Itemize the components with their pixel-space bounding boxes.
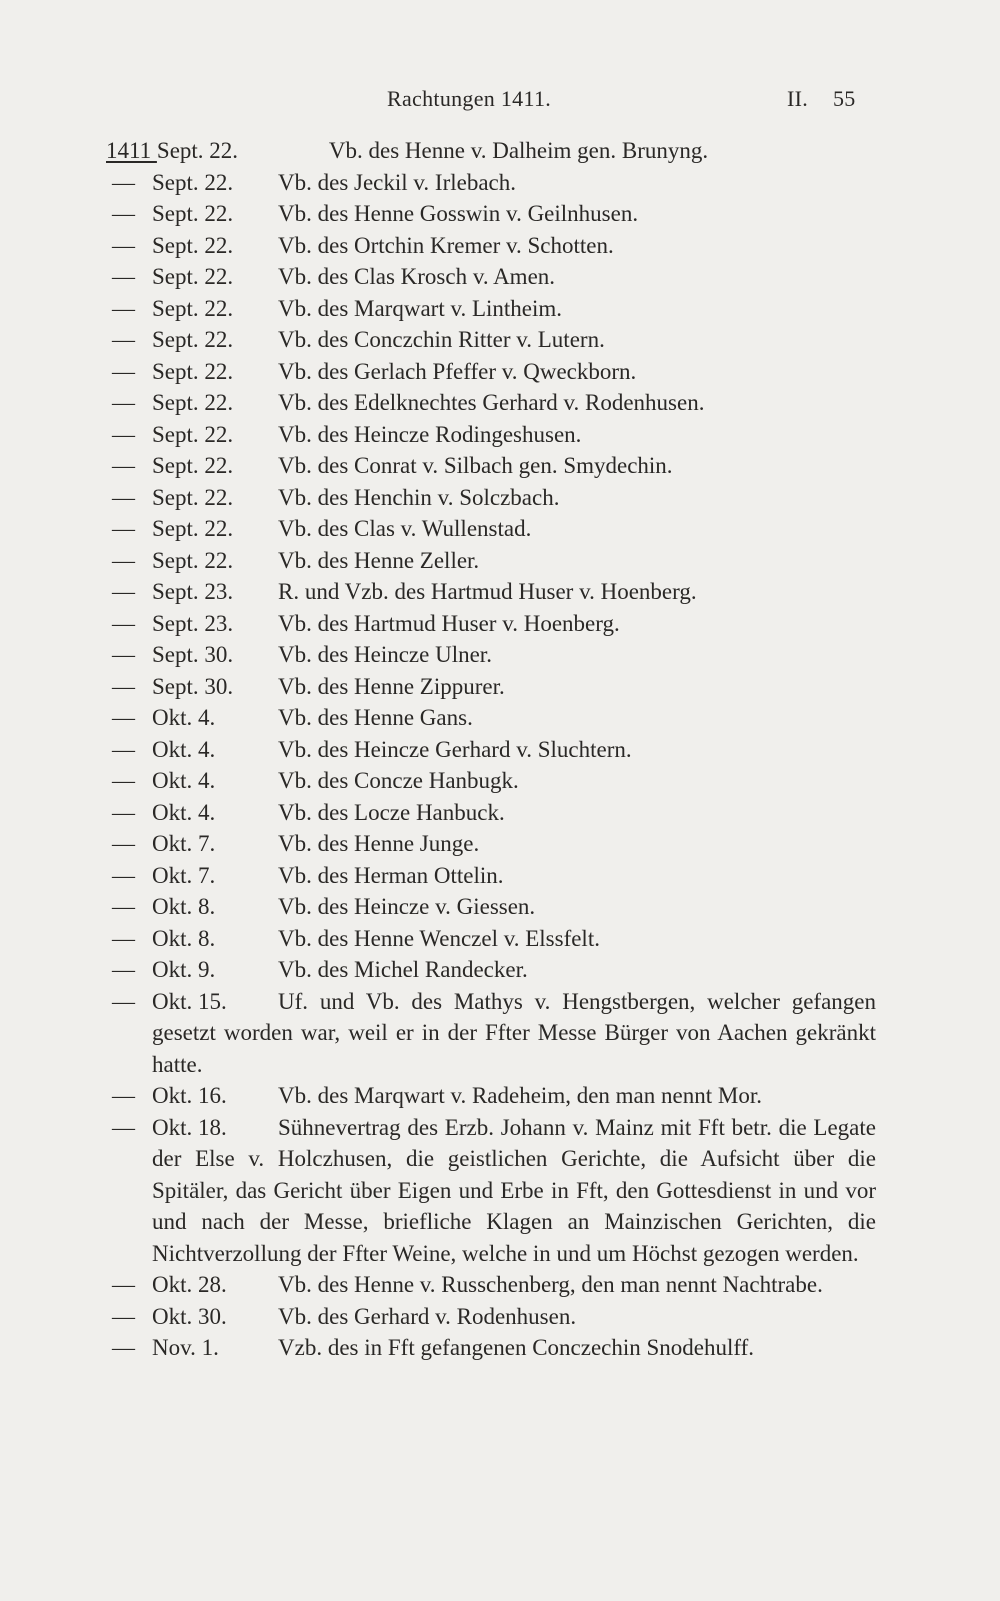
entry-date: Okt. 8.: [152, 925, 216, 951]
ditto-dash: —: [112, 799, 135, 825]
entry-date: Sept. 22.: [152, 327, 234, 352]
entry-date: Okt. 16.: [152, 1083, 227, 1108]
entry-date: Sept. 22.: [152, 358, 234, 384]
register-entry: [106, 513, 876, 545]
ditto-dash: —: [112, 1114, 135, 1140]
entry-date: Sept. 22.: [152, 169, 234, 195]
ditto-dash: —: [112, 736, 135, 762]
register-entry: [106, 167, 876, 199]
entry-text: Vb. des Clas Krosch v. Amen.: [278, 264, 556, 289]
ditto-dash: —: [112, 295, 135, 321]
entry-date: Sept. 30.: [152, 642, 234, 667]
ditto-dash: —: [112, 768, 135, 793]
register-entry: [106, 671, 876, 703]
ditto-dash: —: [112, 862, 135, 888]
entry-date: Okt. 30.: [152, 1303, 227, 1329]
ditto-dash: —: [112, 1083, 135, 1108]
register-entry: [106, 324, 876, 356]
ditto-dash: —: [112, 327, 135, 352]
ditto-dash: —: [112, 390, 135, 415]
entry-text: Vb. des Conczchin Ritter v. Lutern.: [278, 327, 605, 352]
register-entry: [106, 765, 876, 797]
register-entry: [106, 387, 876, 419]
register-entry: [106, 608, 876, 640]
entry-text: Vb. des Edelknechtes Gerhard v. Rodenhusen.: [278, 390, 705, 415]
entry-date: Sept. 23.: [152, 610, 234, 636]
entry-text: Vb. des Concze Hanbugk.: [278, 768, 519, 793]
ditto-dash: —: [112, 579, 135, 604]
register-entry: [106, 1332, 876, 1364]
register-entry: [106, 797, 876, 829]
register-entry: [106, 482, 876, 514]
register-entry: [106, 923, 876, 955]
register-entry: [106, 230, 876, 262]
ditto-dash: —: [112, 1272, 135, 1297]
register-entry: [106, 293, 876, 325]
ditto-dash: —: [112, 421, 135, 447]
entry-text: Vb. des Henne Wenczel v. Elssfelt.: [278, 925, 600, 951]
register-entry: [106, 891, 876, 923]
ditto-dash: —: [112, 610, 135, 636]
ditto-dash: —: [112, 957, 135, 982]
register-entry: [106, 576, 876, 608]
entry-date: Sept. 22.: [152, 201, 234, 226]
entry-date: Sept. 22.: [152, 421, 234, 447]
ditto-dash: —: [112, 453, 135, 478]
page-number: 55: [833, 86, 856, 111]
register-entry: [106, 860, 876, 892]
entry-date: Sept. 30.: [152, 673, 234, 699]
entry-date: Okt. 7.: [152, 862, 216, 888]
entry-text: Vb. des Ortchin Kremer v. Schotten.: [278, 232, 614, 258]
entry-text: Vb. des Jeckil v. Irlebach.: [278, 169, 517, 195]
entry-text: Vb. des Heincze Rodingeshusen.: [278, 421, 582, 447]
register-entry: [106, 954, 876, 986]
entry-text: Vb. des Conrat v. Silbach gen. Smydechin.: [278, 453, 673, 478]
register-entry: [106, 1080, 876, 1112]
section-number: II.: [787, 86, 809, 111]
entry-date: Sept. 22.: [152, 516, 234, 541]
ditto-dash: —: [112, 484, 135, 510]
entry-text: Vb. des Heincze Ulner.: [278, 642, 492, 667]
ditto-dash: —: [112, 1335, 135, 1360]
entry-date: Okt. 7.: [152, 831, 216, 856]
entry-date: Okt. 15.: [152, 988, 227, 1014]
page-header: [0, 86, 1000, 116]
register-entry: [106, 639, 876, 671]
entry-date: Sept. 22.: [152, 264, 234, 289]
entry-date: Sept. 23.: [152, 579, 234, 604]
entry-date: Sept. 22.: [152, 453, 234, 478]
ditto-dash: —: [112, 642, 135, 667]
entry-date: Nov. 1.: [152, 1335, 219, 1360]
entry-date: Sept. 22.: [152, 295, 234, 321]
ditto-dash: —: [112, 1303, 135, 1329]
ditto-dash: —: [112, 925, 135, 951]
register-entry: [106, 734, 876, 766]
entry-date: Sept. 22.: [152, 232, 234, 258]
entry-date: Okt. 4.: [152, 799, 216, 825]
ditto-dash: —: [112, 201, 135, 226]
register-entry: [106, 356, 876, 388]
register-entry: [106, 1269, 876, 1301]
ditto-dash: —: [112, 547, 135, 573]
entry-text: Vb. des Marqwart v. Radeheim, den man nennt Mor.: [278, 1083, 762, 1108]
ditto-dash: —: [112, 232, 135, 258]
ditto-dash: —: [112, 894, 135, 919]
ditto-dash: —: [112, 673, 135, 699]
entry-date: Sept. 22.: [152, 390, 234, 415]
ditto-dash: —: [112, 988, 135, 1014]
entry-text: Uf. und Vb. des Mathys v. Hengstbergen, welcher gefangen gesetzt worden war, weil er in der Ffter Messe Bürger von Aachen gekränkt hatte.: [152, 988, 876, 1077]
register-entry: [106, 545, 876, 577]
register-entry: [106, 828, 876, 860]
entry-date: Okt. 4.: [152, 705, 216, 730]
entry-text: Sühnevertrag des Erzb. Johann v. Mainz mit Fft betr. die Legate der Else v. Holczhusen, die geistlichen Gerichte, die Aufsicht über die Spitäler, das Gericht über Eigen und Erbe in Fft, den Gottesdienst in und vor und nach der Messe, briefliche Klagen an Mainzischen Gerichten, die Nichtverzollung der Ffter Weine, welche in und um Höchst gezogen werden.: [152, 1114, 876, 1266]
entry-text: Vb. des Marqwart v. Lintheim.: [278, 295, 563, 321]
entry-text: Vb. des Henne Zeller.: [278, 547, 480, 573]
entry-text: Vb. des Heincze v. Giessen.: [278, 894, 536, 919]
entry-text: Vb. des Henne Gosswin v. Geilnhusen.: [278, 201, 639, 226]
entry-text: Vb. des Henne v. Dalheim gen. Brunyng.: [328, 138, 709, 163]
ditto-dash: —: [112, 264, 135, 289]
ditto-dash: —: [112, 358, 135, 384]
entry-text: Vb. des Henne Gans.: [278, 705, 473, 730]
entry-text: Vb. des Herman Ottelin.: [278, 862, 504, 888]
entry-date: Okt. 28.: [152, 1272, 227, 1297]
entry-list: [106, 135, 876, 1364]
entry-date: Sept. 22.: [152, 484, 234, 510]
entry-text: Vb. des Henne Zippurer.: [278, 673, 505, 699]
register-entry: [106, 702, 876, 734]
entry-text: Vb. des Clas v. Wullenstad.: [278, 516, 532, 541]
entry-date: Okt. 9.: [152, 957, 216, 982]
entry-text: Vb. des Gerhard v. Rodenhusen.: [278, 1303, 577, 1329]
register-entry: [106, 135, 876, 167]
entry-text: Vb. des Heincze Gerhard v. Sluchtern.: [278, 736, 632, 762]
entry-date: Sept. 22.: [156, 138, 239, 163]
entry-date: Okt. 4.: [152, 768, 216, 793]
register-entry: [106, 1301, 876, 1333]
entry-text: Vb. des Michel Randecker.: [278, 957, 528, 982]
entry-text: Vzb. des in Fft gefangenen Conczechin Snodehulff.: [278, 1335, 755, 1360]
ditto-dash: —: [112, 169, 135, 195]
register-entry: [106, 198, 876, 230]
register-entry: [106, 419, 876, 451]
entry-text: Vb. des Henne v. Russchenberg, den man nennt Nachtrabe.: [278, 1272, 823, 1297]
entry-date: Okt. 18.: [152, 1114, 227, 1140]
entry-date: Sept. 22.: [152, 547, 234, 573]
register-entry: [106, 1112, 876, 1270]
ditto-dash: —: [112, 516, 135, 541]
register-entry: [106, 450, 876, 482]
entry-text: Vb. des Locze Hanbuck.: [278, 799, 505, 825]
entry-year: 1411: [106, 138, 157, 163]
entry-text: Vb. des Hartmud Huser v. Hoenberg.: [278, 610, 620, 636]
ditto-dash: —: [112, 831, 135, 856]
entry-date: Okt. 8.: [152, 894, 216, 919]
entry-text: Vb. des Henne Junge.: [278, 831, 480, 856]
ditto-dash: —: [112, 705, 135, 730]
running-title: Rachtungen 1411.: [387, 86, 552, 111]
entry-text: Vb. des Henchin v. Solczbach.: [278, 484, 560, 510]
entry-text: Vb. des Gerlach Pfeffer v. Qweckborn.: [278, 358, 637, 384]
entry-date: Okt. 4.: [152, 736, 216, 762]
register-entry: [106, 261, 876, 293]
register-entry: [106, 986, 876, 1081]
entry-text: R. und Vzb. des Hartmud Huser v. Hoenberg.: [278, 579, 697, 604]
